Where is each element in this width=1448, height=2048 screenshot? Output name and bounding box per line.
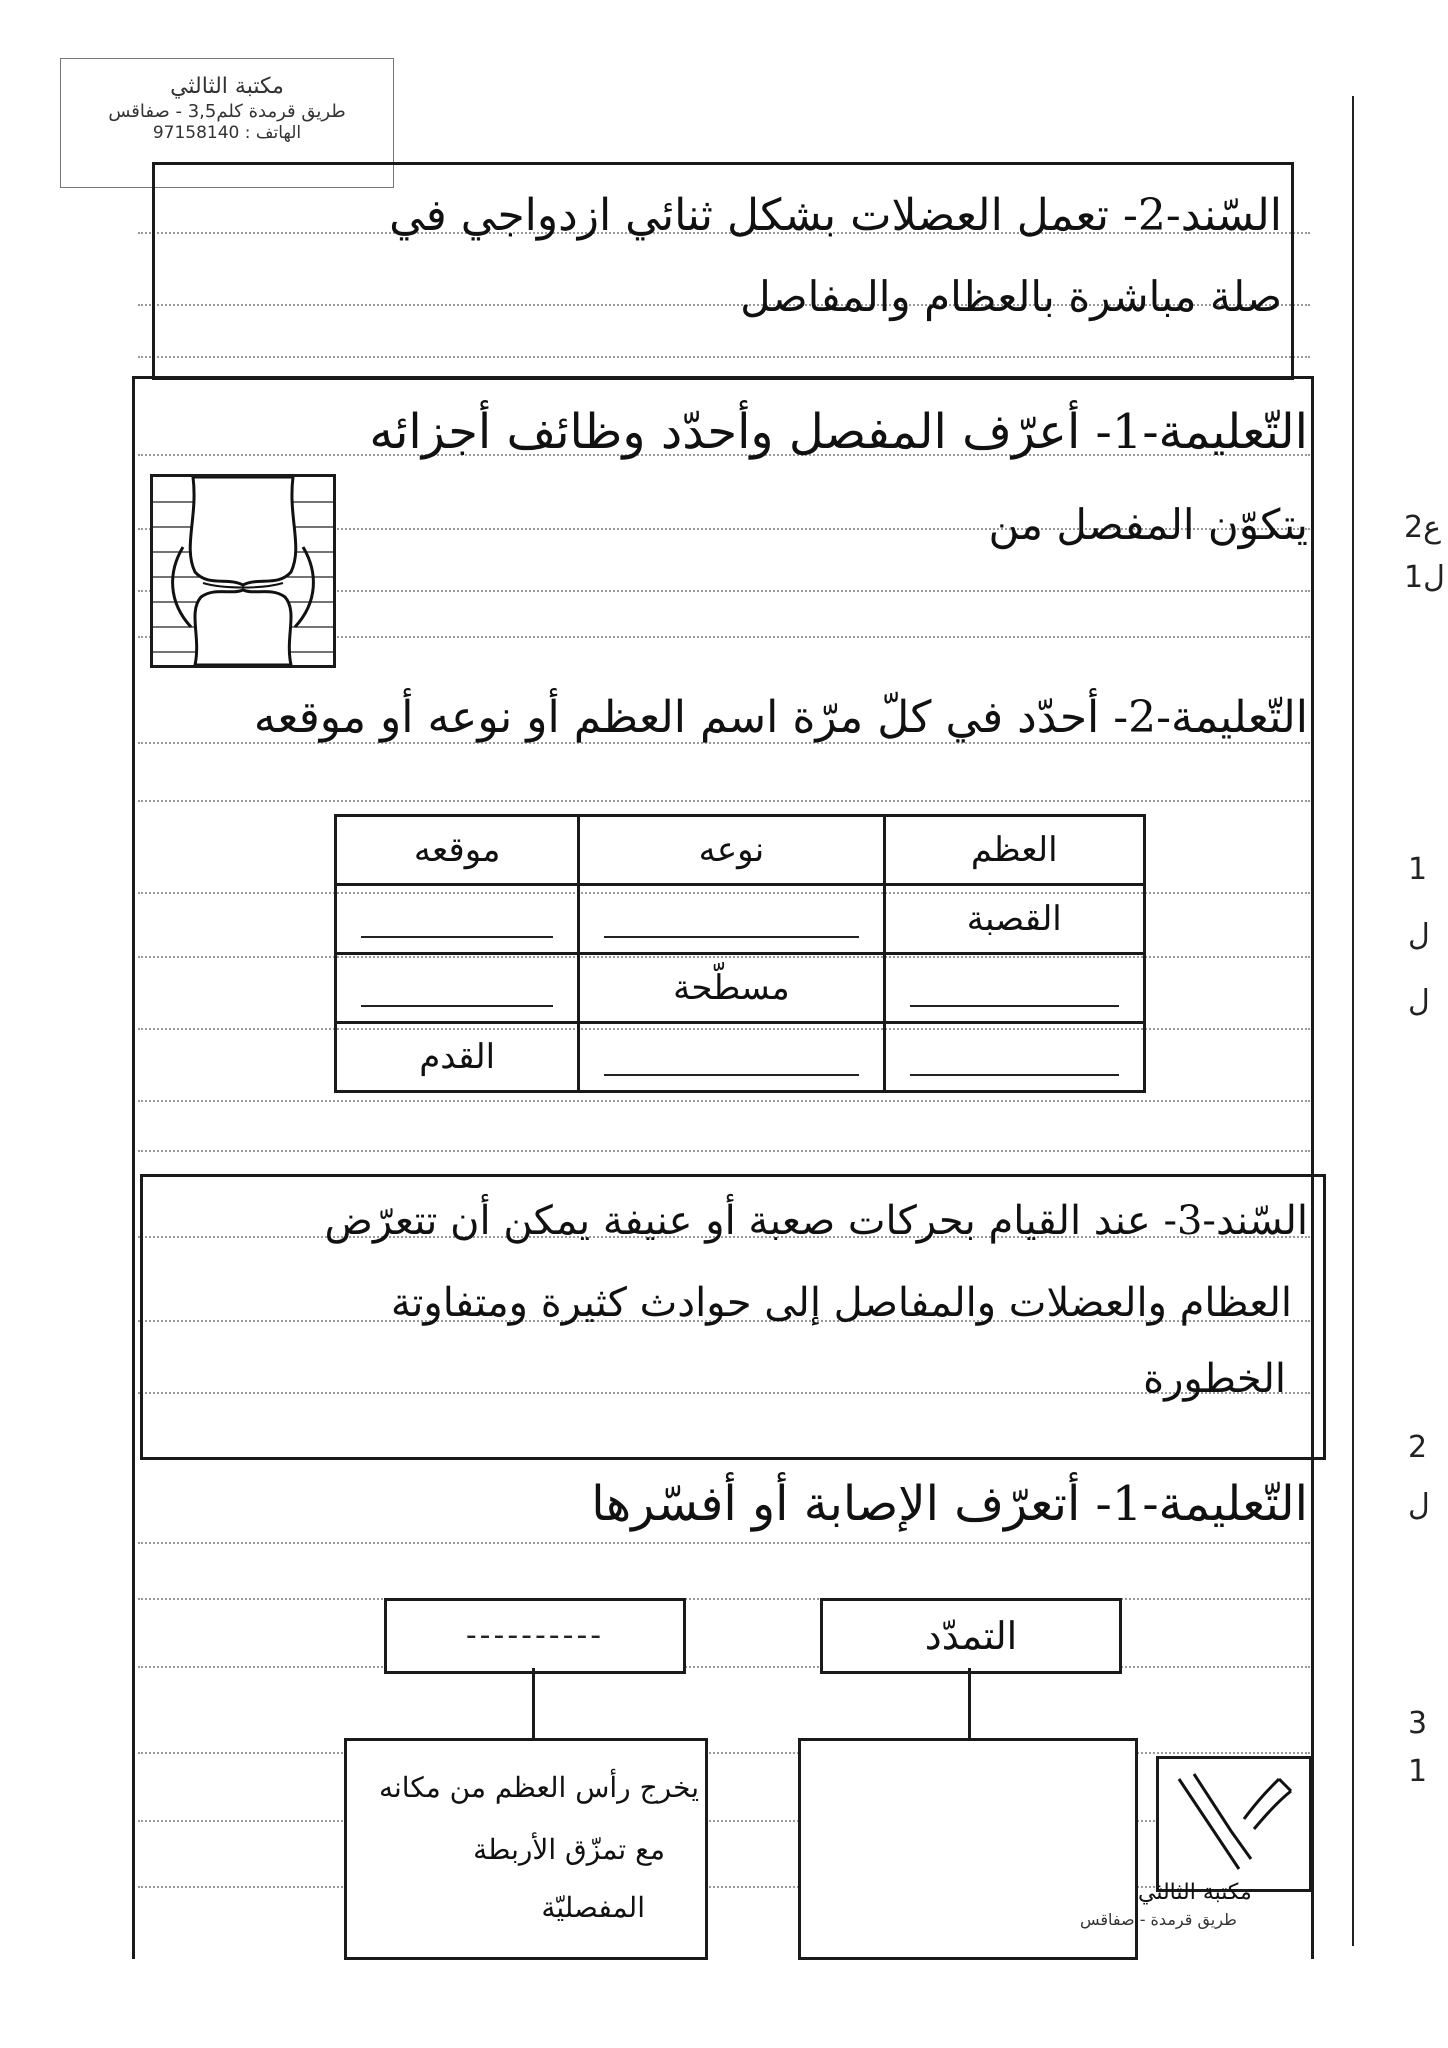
injury-name-sprain: التمدّد [924, 1614, 1018, 1658]
taalima-1-heading: التّعليمة-1- أعرّف المفصل وأحدّد وظائف أجزائه [369, 404, 1308, 460]
header-bone: العظم [884, 816, 1144, 885]
connector-left [532, 1668, 535, 1738]
table-row [336, 954, 1145, 1023]
margin-mark: 1 [1408, 852, 1428, 887]
table-row [336, 885, 1145, 954]
sanad-3-line-2: العظام والعضلات والمفاصل إلى حوادث كثيرة ومتفاوتة [390, 1280, 1292, 1326]
cell-bone-blank[interactable] [884, 954, 1144, 1023]
injury-name-blank: ---------- [465, 1618, 605, 1653]
taalima-3-heading: التّعليمة-1- أتعرّف الإصابة أو أفسّرها [591, 1476, 1308, 1532]
margin-mark: ل [1408, 984, 1430, 1019]
margin-mark: 2 [1408, 1430, 1428, 1465]
margin-mark: 1 [1408, 1754, 1428, 1789]
sanad-2-line-2: صلة مباشرة بالعظام والمفاصل [740, 272, 1282, 321]
margin-mark: 3 [1408, 1706, 1428, 1741]
cell-location-blank[interactable] [336, 885, 579, 954]
stamp-line-3: الهاتف : 97158140 [152, 123, 302, 143]
sanad-3-line-3: الخطورة [1143, 1356, 1286, 1402]
injury-label-box-right [820, 1598, 1122, 1674]
corner-stamp-line-2: طريق قرمدة - صفاقس [1080, 1910, 1237, 1929]
stamp-line-1: مكتبة الثالثي [170, 74, 284, 99]
table-row [336, 1023, 1145, 1092]
margin-mark: ل [1408, 918, 1430, 953]
right-margin-rule [1352, 96, 1354, 1946]
cell-location-blank[interactable] [336, 954, 579, 1023]
injury-explanation-box-left [344, 1738, 708, 1960]
knee-joint-icon [153, 477, 333, 665]
stamp-line-2: طريق قرمدة كلم3,5 - صفاقس [108, 100, 346, 122]
arm-illustration [1156, 1756, 1312, 1892]
injury-label-box-left[interactable] [384, 1598, 686, 1674]
bones-table [334, 814, 1146, 1093]
injury-desc-line-2: مع تمزّق الأربطة [473, 1833, 665, 1866]
knee-joint-illustration [150, 474, 336, 668]
injury-desc-line-1: يخرج رأس العظم من مكانه [378, 1771, 699, 1804]
sanad-3-line-1: السّند-3- عند القيام بحركات صعبة أو عنيفة يمكن أن تتعرّض [324, 1198, 1308, 1244]
cell-bone-blank[interactable] [884, 1023, 1144, 1092]
margin-mark: 1ل [1404, 560, 1445, 595]
cell-bone: القصبة [884, 885, 1144, 954]
taalima-1-answer-line: يتكوّن المفصل من [988, 500, 1308, 549]
corner-stamp-line-1: مكتبة الثالثي [1138, 1880, 1252, 1905]
arm-joint-icon [1159, 1759, 1309, 1889]
header-location: موقعه [336, 816, 579, 885]
header-type: نوعه [579, 816, 884, 885]
cell-location: القدم [336, 1023, 579, 1092]
sanad-2-line-1: السّند-2- تعمل العضلات بشكل ثنائي ازدواجي في [389, 190, 1282, 241]
connector-right [968, 1668, 971, 1738]
cell-type-blank[interactable] [579, 885, 884, 954]
taalima-2-heading: التّعليمة-2- أحدّد في كلّ مرّة اسم العظم أو نوعه أو موقعه [253, 692, 1308, 743]
cell-type-blank[interactable] [579, 1023, 884, 1092]
margin-mark: ل [1408, 1488, 1430, 1523]
injury-desc-line-3: المفصليّة [541, 1891, 645, 1924]
margin-mark: 2ع [1404, 510, 1441, 545]
table-header-row [336, 816, 1145, 885]
cell-type: مسطّحة [579, 954, 884, 1023]
